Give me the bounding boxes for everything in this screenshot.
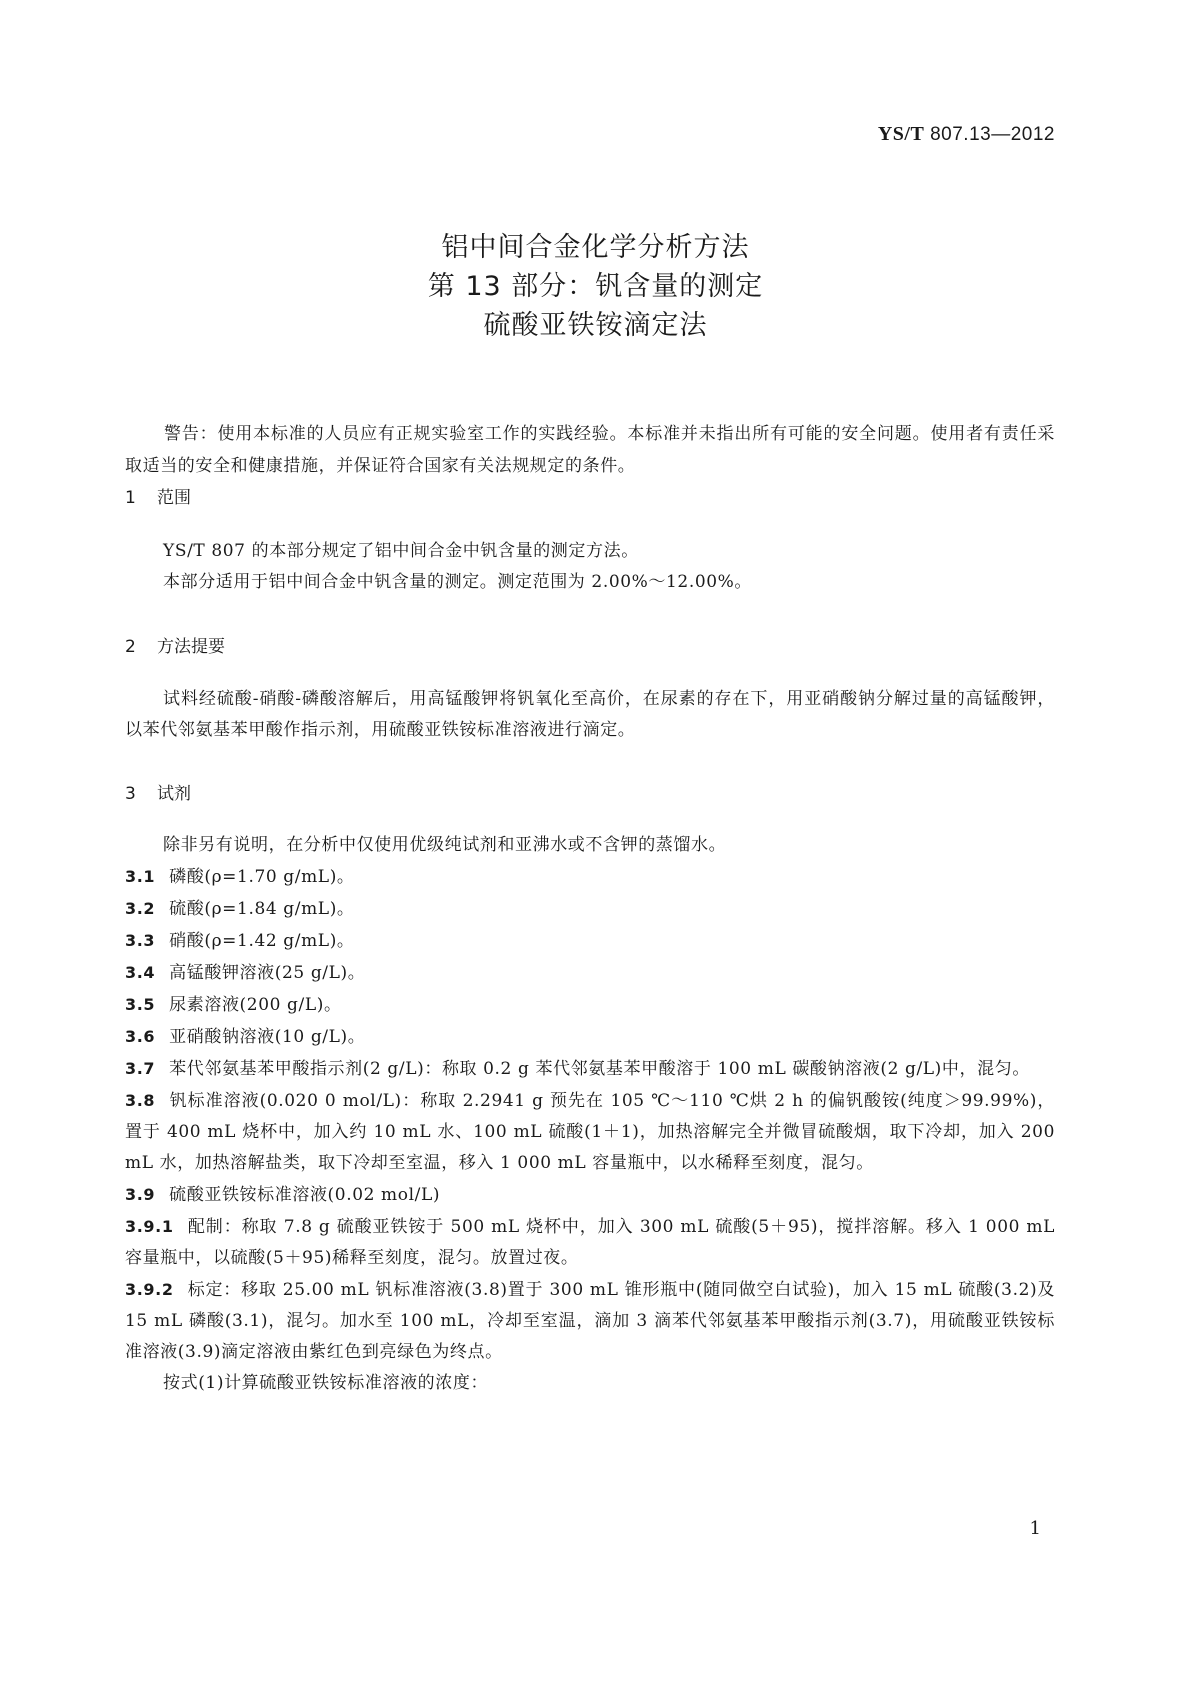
section-3-intro: 除非另有说明，在分析中仅使用优级纯试剂和亚沸水或不含钾的蒸馏水。 <box>163 835 727 855</box>
reagent-item: 3.9.2 标定：移取 25.00 mL 钒标准溶液(3.8)置于 300 mL 锥形瓶中(随同做空白试验)，加入 15 mL 硫酸(3.2)及 15 mL 磷酸(3.1)，混匀。加水至 100 mL，冷却至室温，滴加 3 滴苯代邻氨基苯甲酸指示剂(3.7)，用硫酸亚铁铵标准溶液(3.9)滴定溶液由紫红色到亮绿色为终点。 <box>125 1280 1055 1362</box>
title-line-2: 第 13 部分：钒含量的测定 <box>427 271 764 302</box>
standard-code <box>878 123 1055 146</box>
standard-prefix: YS/T <box>877 123 925 145</box>
section-2-paragraph-1: 试料经硫酸-硝酸-磷酸溶解后，用高锰酸钾将钒氧化至高价，在尿素的存在下，用亚硝酸钠分解过量的高锰酸钾，以苯代邻氨基苯甲酸作指示剂，用硫酸亚铁铵标准溶液进行滴定。 <box>125 689 1055 740</box>
standard-number: 807.13—2012 <box>930 124 1055 145</box>
reagent-item: 3.5 尿素溶液(200 g/L)。 <box>125 995 342 1015</box>
formula-intro: 按式(1)计算硫酸亚铁铵标准溶液的浓度： <box>163 1373 489 1393</box>
section-1-heading <box>125 483 191 508</box>
title-line-3: 硫酸亚铁铵滴定法 <box>483 310 708 341</box>
section-3-heading <box>125 779 191 804</box>
section-3-title: 试剂 <box>157 784 191 804</box>
reagent-item: 3.6 亚硝酸钠溶液(10 g/L)。 <box>125 1027 366 1047</box>
section-3-number: 3 <box>125 784 136 804</box>
reagent-item: 3.7 苯代邻氨基苯甲酸指示剂(2 g/L)：称取 0.2 g 苯代邻氨基苯甲酸溶于 100 mL 碳酸钠溶液(2 g/L)中，混匀。 <box>125 1059 1030 1079</box>
section-1-title: 范围 <box>157 488 191 508</box>
section-2-title: 方法提要 <box>157 637 225 657</box>
section-1-paragraph-2: 本部分适用于铝中间合金中钒含量的测定。测定范围为 2.00%～12.00%。 <box>163 572 753 592</box>
section-1-number: 1 <box>125 488 136 508</box>
section-2-number: 2 <box>125 637 136 657</box>
section-1-body <box>125 536 1055 598</box>
reagent-item: 3.8 钒标准溶液(0.020 0 mol/L)：称取 2.2941 g 预先在 105 ℃～110 ℃烘 2 h 的偏钒酸铵(纯度＞99.99%)，置于 400 mL 烧杯中，加入约 10 mL 水、100 mL 硫酸(1＋1)，加热溶解完全并微冒硫酸烟，取下冷却，加入 200 mL 水，加热溶解盐类，取下冷却至室温，移入 1 000 mL 容量瓶中，以水稀释至刻度，混匀。 <box>125 1091 1055 1173</box>
reagent-item: 3.1 磷酸(ρ=1.70 g/mL)。 <box>125 867 355 887</box>
safety-warning: 警告：使用本标准的人员应有正规实验室工作的实践经验。本标准并未指出所有可能的安全问题。使用者有责任采取适当的安全和健康措施，并保证符合国家有关法规规定的条件。 <box>125 424 1055 476</box>
reagent-item: 3.3 硝酸(ρ=1.42 g/mL)。 <box>125 931 355 951</box>
section-2-heading <box>125 632 225 657</box>
reagent-item: 3.9 硫酸亚铁铵标准溶液(0.02 mol/L) <box>125 1185 441 1205</box>
section-2-body <box>125 684 1055 746</box>
page-number: 1 <box>1029 1518 1041 1539</box>
reagent-item: 3.9.1 配制：称取 7.8 g 硫酸亚铁铵于 500 mL 烧杯中，加入 300 mL 硫酸(5＋95)，搅拌溶解。移入 1 000 mL容量瓶中，以硫酸(5＋95)稀释至刻度，混匀。放置过夜。 <box>125 1217 1055 1268</box>
title-line-1: 铝中间合金化学分析方法 <box>441 232 750 263</box>
reagent-item: 3.2 硫酸(ρ=1.84 g/mL)。 <box>125 899 355 919</box>
section-3-body <box>125 830 1055 1399</box>
document-title <box>0 228 1191 345</box>
section-1-paragraph-1: YS/T 807 的本部分规定了铝中间合金中钒含量的测定方法。 <box>163 541 639 561</box>
reagent-item: 3.4 高锰酸钾溶液(25 g/L)。 <box>125 963 366 983</box>
